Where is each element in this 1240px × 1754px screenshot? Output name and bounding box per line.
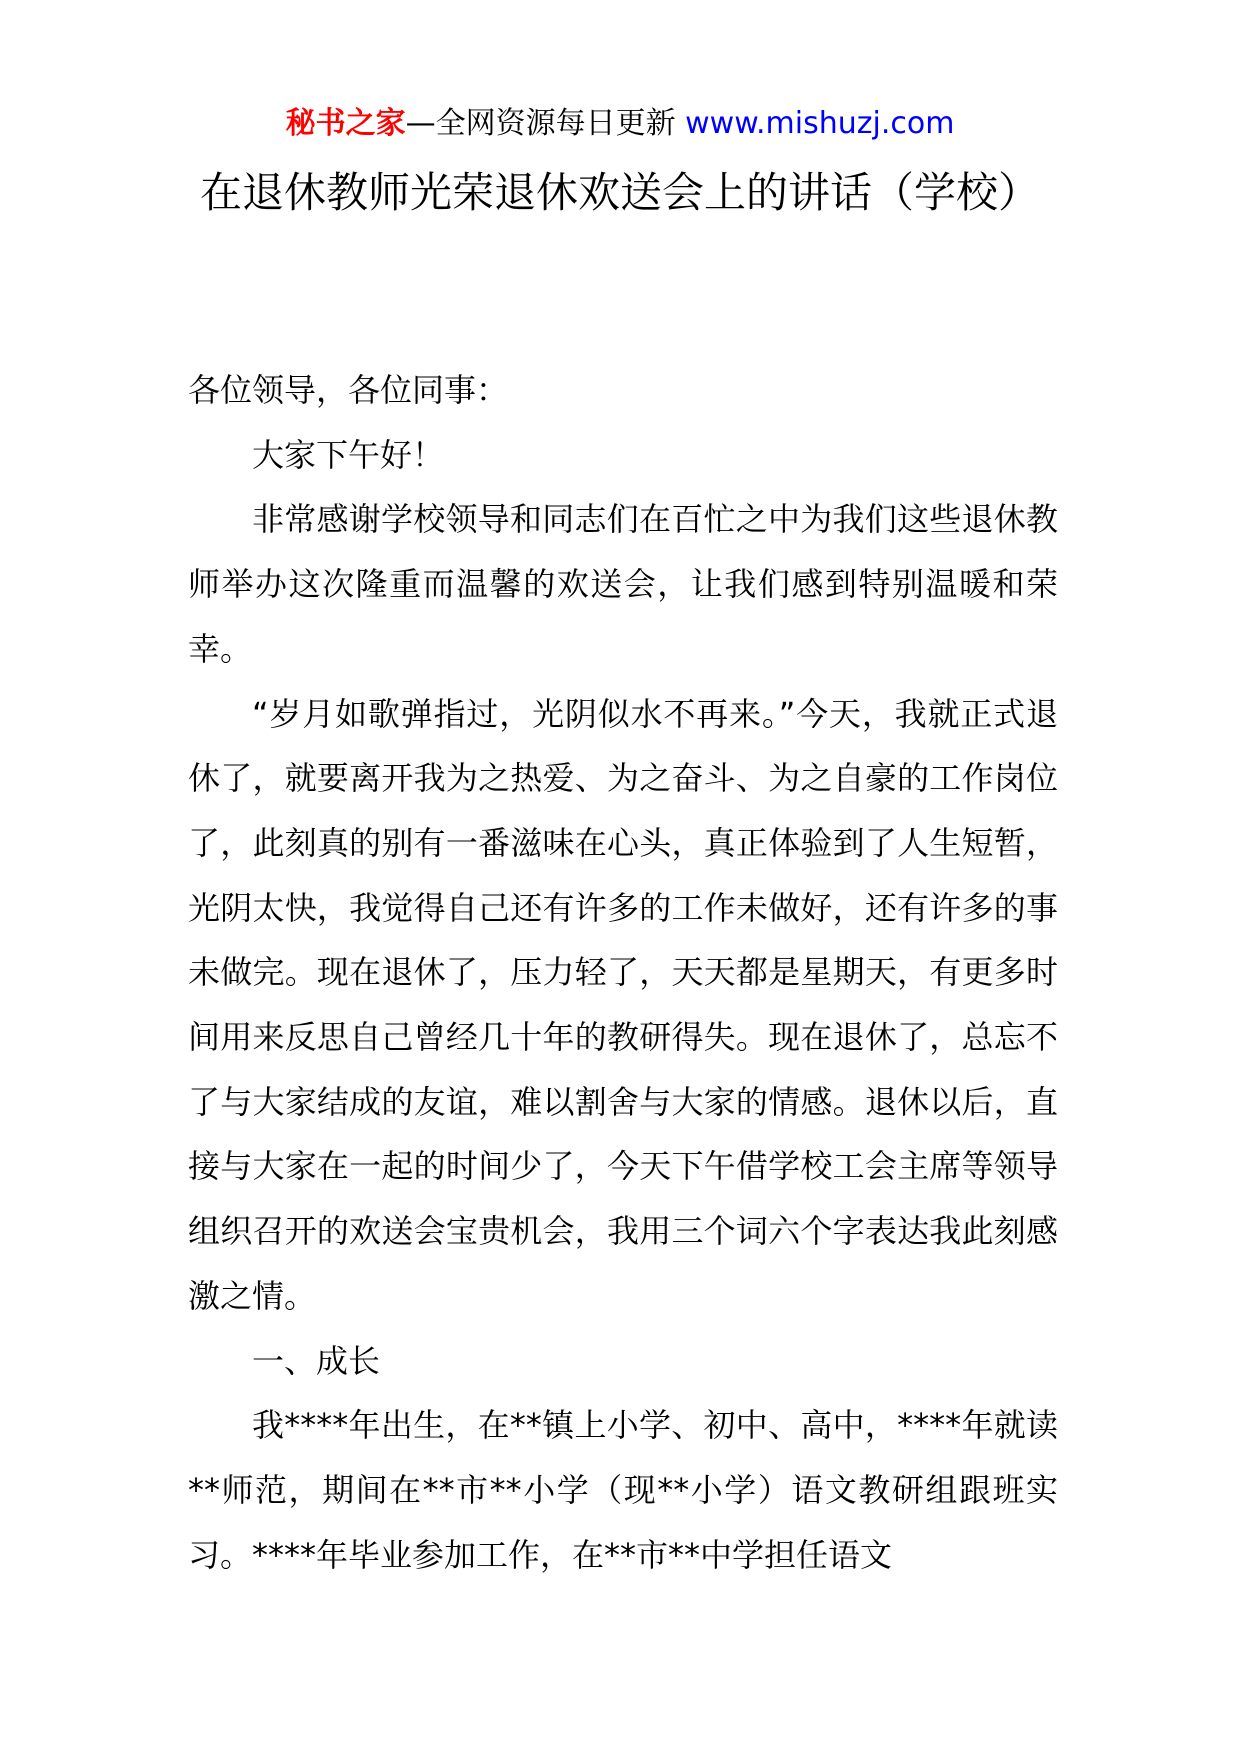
section-heading: 一、成长	[252, 1341, 381, 1380]
document-title: 在退休教师光荣退休欢送会上的讲话（学校）	[200, 168, 1041, 217]
site-url: www.mishuzj.com	[685, 106, 955, 141]
paragraph: “岁月如歌弹指过，光阴似水不再来。”今天，我就正式退休了，就要离开我为之热爱、为之奋斗、为之自豪的工作岗位了，此刻真的别有一番滋味在心头，真正体验到了人生短暂，光阴太快，我觉得自己还有许多的工作未做好，还有许多的事未做完。现在退休了，压力轻了，天天都是星期天，有更多时间用来反思自己曾经几十年的教研得失。现在退休了，总忘不了与大家结成的友谊，难以割舍与大家的情感。退休以后，直接与大家在一起的时间少了，今天下午借学校工会主席等领导组织召开的欢送会宝贵机会，我用三个词六个字表达我此刻感激之情。	[188, 694, 1058, 1315]
paragraph: 非常感谢学校领导和同志们在百忙之中为我们这些退休教师举办这次隆重而温馨的欢送会，让我们感到特别温暖和荣幸。	[188, 500, 1058, 668]
header-tagline: —全网资源每日更新	[405, 106, 676, 141]
brand-name: 秘书之家	[285, 106, 406, 141]
salutation: 各位领导，各位同事：	[188, 371, 509, 409]
watermark-header	[0, 100, 1240, 148]
paragraph: 我****年出生，在**镇上小学、初中、高中，****年就读**师范，期间在**市**小学（现**小学）语文教研组跟班实习。****年毕业参加工作，在**市**中学担任语文	[188, 1406, 1058, 1574]
paragraph: 大家下午好！	[252, 435, 445, 474]
document-body	[188, 358, 1058, 1587]
